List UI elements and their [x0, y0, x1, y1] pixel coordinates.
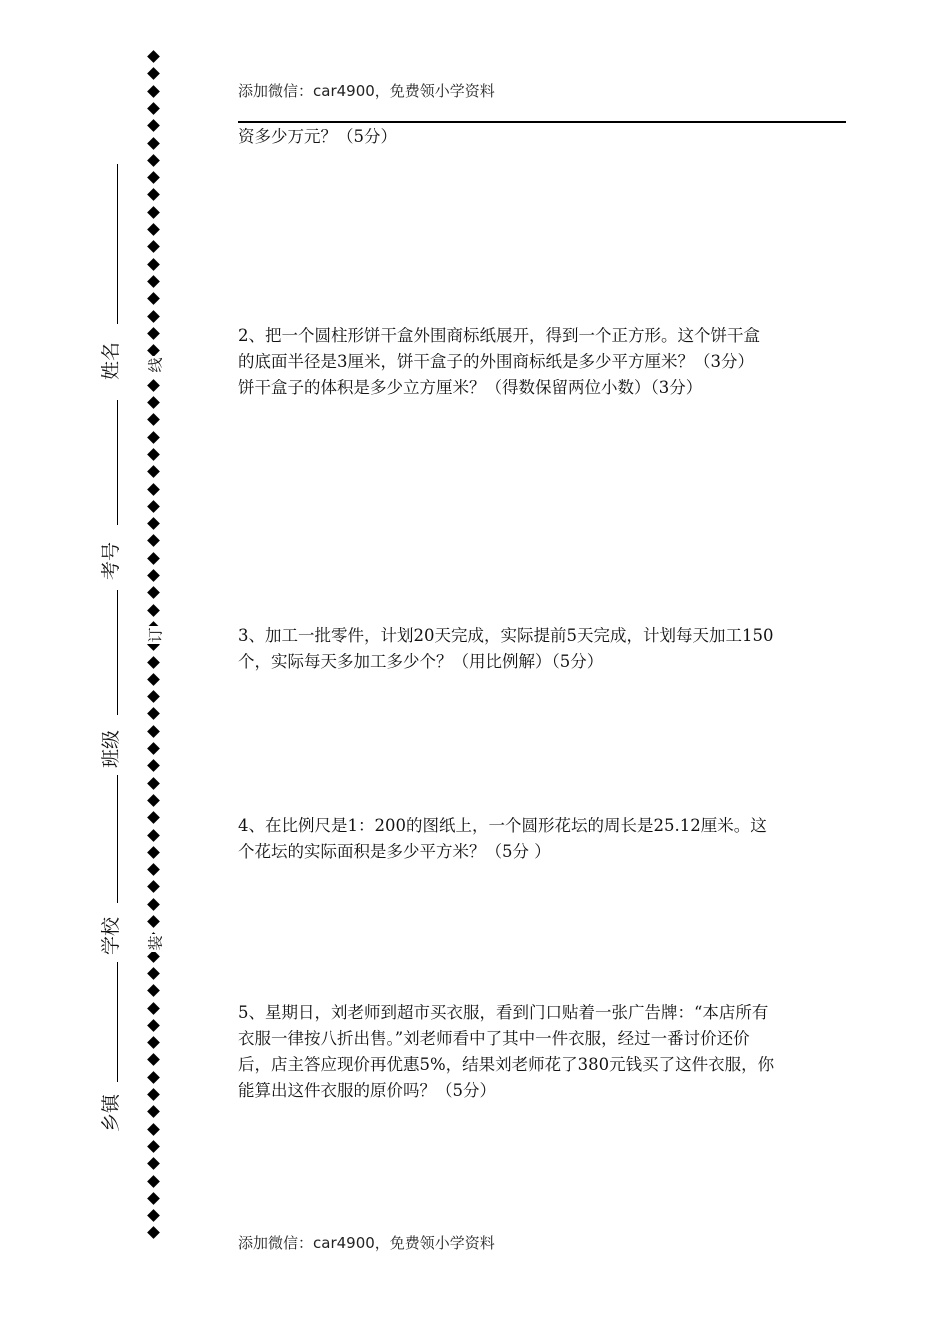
binding-diamond	[147, 67, 160, 80]
question-text-line: 5、星期日，刘老师到超市买衣服，看到门口贴着一张广告牌：“本店所有	[238, 1003, 769, 1022]
question-text-line: 衣服一律按八折出售。”刘老师看中了其中一件衣服，经过一番讨价还价	[238, 1029, 750, 1048]
question-5	[238, 1000, 848, 1104]
binding-diamond	[147, 413, 160, 426]
field-class-label: 班级	[100, 729, 122, 768]
binding-diamond	[147, 673, 160, 686]
binding-diamond	[147, 863, 160, 876]
binding-diamond	[147, 500, 160, 513]
binding-diamond	[147, 586, 160, 599]
binding-diamond	[147, 915, 160, 928]
binding-diamond	[147, 137, 160, 150]
binding-diamond	[147, 258, 160, 271]
header-rule	[238, 121, 846, 123]
field-name-label: 姓名	[100, 341, 122, 380]
binding-diamond	[147, 569, 160, 582]
binding-diamond	[147, 1175, 160, 1188]
binding-diamond-line	[146, 52, 164, 1252]
question-text-line: 4、在比例尺是1：200的图纸上，一个圆形花坛的周长是25.12厘米。这	[238, 816, 767, 835]
binding-diamond	[147, 656, 160, 669]
field-school-blank[interactable]	[117, 775, 118, 903]
binding-diamond	[147, 1105, 160, 1118]
binding-diamond	[147, 967, 160, 980]
binding-diamond	[147, 275, 160, 288]
question-text-line: 能算出这件衣服的原价吗？（5分）	[238, 1081, 496, 1100]
binding-diamond	[147, 1019, 160, 1032]
question-2	[238, 323, 848, 401]
binding-diamond	[147, 1054, 160, 1067]
binding-diamond	[147, 1071, 160, 1084]
binding-diamond	[147, 1209, 160, 1222]
binding-diamond	[147, 759, 160, 772]
binding-diamond	[147, 102, 160, 115]
question-3	[238, 623, 848, 675]
question-text-line: 2、把一个圆柱形饼干盒外围商标纸展开，得到一个正方形。这个饼干盒	[238, 326, 760, 345]
binding-diamond	[147, 1123, 160, 1136]
binding-diamond	[147, 1088, 160, 1101]
header-watermark: 添加微信：car4900，免费领小学资料	[238, 82, 495, 100]
binding-diamond	[147, 898, 160, 911]
binding-char-zhuang: 装	[146, 935, 165, 951]
field-examno-label: 考号	[100, 541, 122, 580]
binding-diamond	[147, 223, 160, 236]
binding-diamond	[147, 846, 160, 859]
binding-diamond	[147, 1192, 160, 1205]
field-class-blank[interactable]	[117, 590, 118, 715]
binding-diamond	[147, 535, 160, 548]
binding-diamond	[147, 448, 160, 461]
question-text-line: 个花坛的实际面积是多少平方米？（5分 ）	[238, 842, 551, 861]
question-text-line: 3、加工一批零件，计划20天完成，实际提前5天完成，计划每天加工150	[238, 626, 774, 645]
binding-char-xian: 线	[146, 357, 165, 373]
binding-diamond	[147, 50, 160, 63]
binding-diamond	[147, 85, 160, 98]
question-1-tail	[238, 124, 848, 150]
binding-diamond	[147, 690, 160, 703]
binding-diamond	[147, 240, 160, 253]
binding-diamond	[147, 517, 160, 530]
binding-diamond	[147, 881, 160, 894]
question-text-line: 个，实际每天多加工多少个？（用比例解）（5分）	[238, 652, 604, 671]
binding-diamond	[147, 1036, 160, 1049]
binding-diamond	[147, 327, 160, 340]
field-school-label: 学校	[100, 916, 122, 955]
binding-diamond	[147, 1140, 160, 1153]
binding-diamond	[147, 310, 160, 323]
binding-diamond	[147, 742, 160, 755]
binding-diamond	[147, 984, 160, 997]
binding-diamond	[147, 206, 160, 219]
binding-diamond	[147, 708, 160, 721]
binding-diamond	[147, 794, 160, 807]
binding-diamond	[147, 829, 160, 842]
binding-diamond	[147, 604, 160, 617]
binding-diamond	[147, 171, 160, 184]
binding-diamond	[147, 1002, 160, 1015]
field-town-label: 乡镇	[100, 1093, 122, 1132]
binding-diamond	[147, 725, 160, 738]
binding-diamond	[147, 465, 160, 478]
binding-diamond	[147, 483, 160, 496]
question-text-line: 的底面半径是3厘米，饼干盒子的外围商标纸是多少平方厘米？（3分）	[238, 352, 754, 371]
binding-diamond	[147, 811, 160, 824]
binding-diamond	[147, 189, 160, 202]
binding-diamond	[147, 552, 160, 565]
binding-diamond	[147, 1227, 160, 1240]
binding-diamond	[147, 379, 160, 392]
question-4	[238, 813, 848, 865]
question-text-line: 后，店主答应现价再优惠5%，结果刘老师花了380元钱买了这件衣服，你	[238, 1055, 775, 1074]
binding-char-ding: 订	[146, 627, 165, 643]
binding-diamond	[147, 431, 160, 444]
field-examno-blank[interactable]	[117, 400, 118, 525]
footer-watermark: 添加微信：car4900，免费领小学资料	[238, 1234, 495, 1252]
binding-diamond	[147, 119, 160, 132]
field-name-blank[interactable]	[117, 164, 118, 324]
binding-diamond	[147, 154, 160, 167]
binding-diamond	[147, 777, 160, 790]
binding-diamond	[147, 292, 160, 305]
question-text-line: 资多少万元？（5分）	[238, 127, 397, 146]
binding-diamond	[147, 1157, 160, 1170]
question-text-line: 饼干盒子的体积是多少立方厘米？（得数保留两位小数）（3分）	[238, 378, 703, 397]
field-town-blank[interactable]	[117, 962, 118, 1082]
binding-diamond	[147, 396, 160, 409]
